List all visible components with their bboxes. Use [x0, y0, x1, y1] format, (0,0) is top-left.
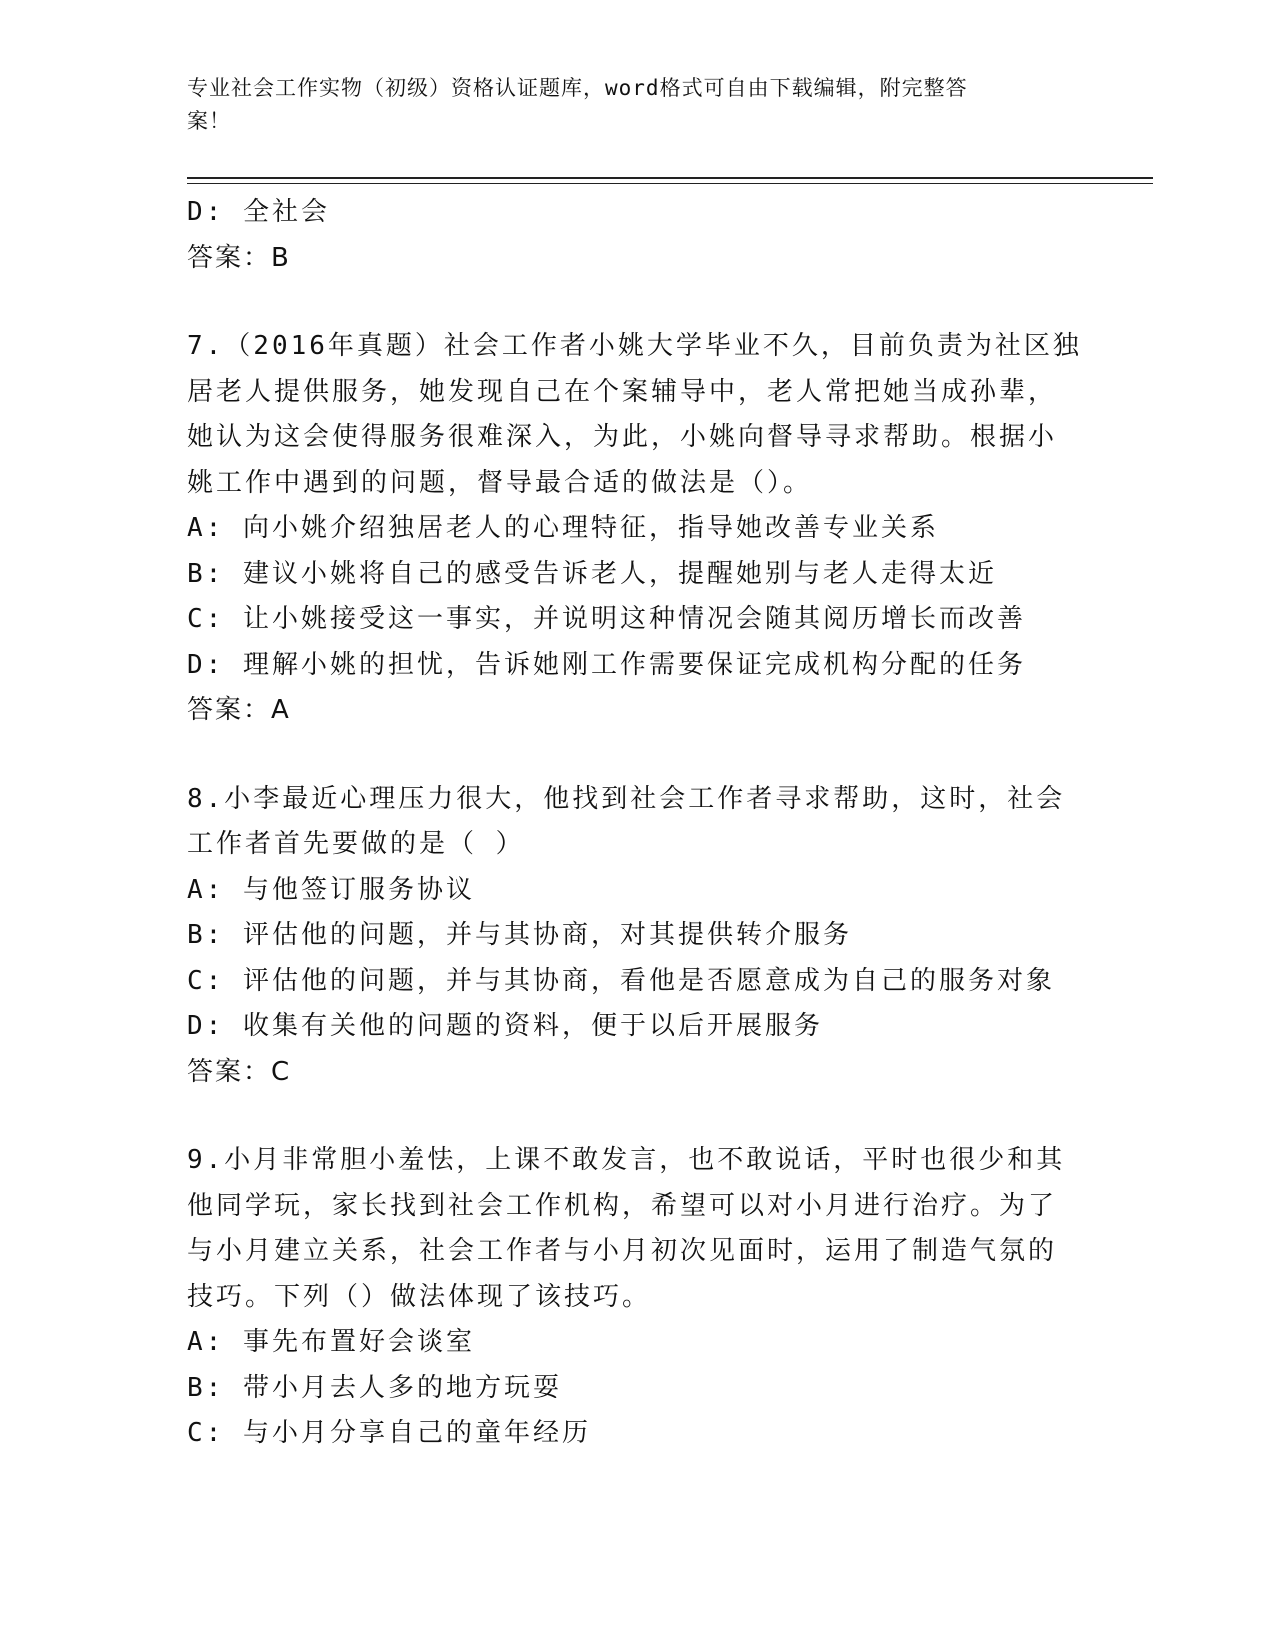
- question-list: [187, 190, 1082, 1457]
- option-d: D: 全社会: [187, 197, 330, 227]
- header-rule-thin: [187, 183, 1153, 184]
- option-c: C: 评估他的问题，并与其协商，看他是否愿意成为自己的服务对象: [187, 965, 1055, 996]
- question-block: [187, 324, 1082, 734]
- question-text-line: 7.（2016年真题）社会工作者小姚大学毕业不久，目前负责为社区独: [187, 331, 1082, 361]
- question-text-line: 与小月建立关系，社会工作者与小月初次见面时，运用了制造气氛的: [187, 1236, 1058, 1266]
- question-text-line: 工作者首先要做的是（ ）: [187, 829, 525, 859]
- question-block: [187, 1138, 1067, 1457]
- question-text-line: 居老人提供服务，她发现自己在个案辅导中，老人常把她当成孙辈，: [187, 376, 1058, 407]
- header-rule-thick: [187, 177, 1153, 179]
- spacer: [187, 1095, 1067, 1138]
- question-text-line: 技巧。下列（）做法体现了该技巧。: [187, 1281, 652, 1312]
- option-a: A: 向小姚介绍独居老人的心理特征，指导她改善专业关系: [187, 513, 939, 543]
- answer-line: 答案：B: [187, 242, 291, 273]
- question-text-line: 9.小月非常胆小羞怯，上课不敢发言，也不敢说话，平时也很少和其: [187, 1145, 1066, 1175]
- page-header: [187, 72, 1067, 138]
- question-text-line: 8.小李最近心理压力很大，他找到社会工作者寻求帮助，这时，社会: [187, 783, 1066, 814]
- option-b: B: 评估他的问题，并与其协商，对其提供转介服务: [187, 920, 852, 950]
- question-text-line: 姚工作中遇到的问题，督导最合适的做法是（）。: [187, 467, 813, 498]
- header-line-1: 专业社会工作实物（初级）资格认证题库，word格式可自由下载编辑，附完整答: [187, 76, 968, 100]
- option-a: A: 事先布置好会谈室: [187, 1327, 475, 1357]
- spacer: [187, 281, 1067, 324]
- answer-line: 答案：A: [187, 695, 291, 725]
- option-b: B: 带小月去人多的地方玩耍: [187, 1372, 562, 1403]
- option-a: A: 与他签订服务协议: [187, 874, 475, 905]
- question-block: [187, 190, 1067, 281]
- header-line-2: 案！: [187, 109, 231, 133]
- option-c: C: 让小姚接受这一事实，并说明这种情况会随其阅历增长而改善: [187, 604, 1026, 634]
- question-text-line: 他同学玩，家长找到社会工作机构，希望可以对小月进行治疗。为了: [187, 1190, 1058, 1221]
- spacer: [187, 734, 1067, 777]
- question-block: [187, 777, 1067, 1096]
- answer-line: 答案：C: [187, 1056, 292, 1087]
- option-c: C: 与小月分享自己的童年经历: [187, 1418, 591, 1448]
- option-b: B: 建议小姚将自己的感受告诉老人，提醒她别与老人走得太近: [187, 558, 997, 589]
- option-d: D: 收集有关他的问题的资料，便于以后开展服务: [187, 1011, 823, 1041]
- option-d: D: 理解小姚的担忧，告诉她刚工作需要保证完成机构分配的任务: [187, 649, 1026, 680]
- question-text-line: 她认为这会使得服务很难深入，为此，小姚向督导寻求帮助。根据小: [187, 422, 1058, 452]
